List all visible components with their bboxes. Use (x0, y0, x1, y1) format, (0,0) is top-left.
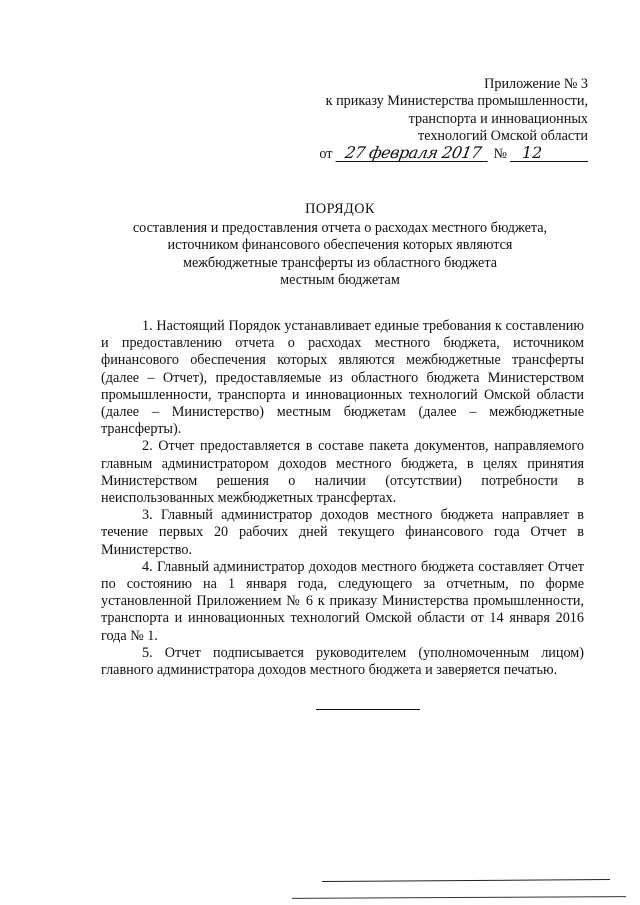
appendix-header (288, 76, 588, 163)
handwritten-date: 27 февраля 2017 (336, 145, 491, 162)
paragraph-5: 5. Отчет подписывается руководителем (уполномоченным лицом) главного администратора доходов местного бюджета и заверяется печатью. (101, 644, 584, 679)
order-date-line (288, 145, 588, 163)
number-label: № (493, 146, 507, 163)
document-subtitle-line-4: местным бюджетам (280, 272, 400, 288)
handwritten-number: 12 (510, 145, 588, 162)
paragraph-2: 2. Отчет предоставляется в составе пакета документов, направляемого главным администратором доходов местного бюджета, в целях принятия Министерством решения о наличии (отсутствии) потребности в неиспользованных межбюджетных трансфертах. (101, 438, 584, 507)
document-subtitle-line-3: межбюджетные трансферты из областного бюджета (182, 254, 498, 271)
document-title: ПОРЯДОК (305, 201, 375, 217)
appendix-region-line: технологий Омской области (418, 127, 588, 144)
document-subtitle-line-2: источником финансового обеспечения которых являются (167, 237, 513, 253)
scan-artifact-line (322, 879, 610, 882)
appendix-order-ref: к приказу Министерства промышленности, (325, 93, 588, 110)
document-subtitle-line-1: составления и предоставления отчета о расходах местного бюджета, (132, 219, 548, 236)
appendix-number: Приложение № 3 (484, 76, 588, 92)
scan-artifact-line-bottom (292, 896, 626, 899)
paragraph-4: 4. Главный администратор доходов местного бюджета составляет Отчет по состоянию на 1 января года, следующего за отчетным, по форме установленной Приложением № 6 к приказу Министерства промышленности, транспорта и инновационных технологий Омской области от 14 января 2016 года № 1. (101, 558, 584, 644)
paragraph-3: 3. Главный администратор доходов местного бюджета направляет в течение первых 20 рабочих дней текущего финансового года Отчет в Министерство. (101, 507, 584, 558)
date-prefix: от (319, 146, 333, 163)
end-of-document-rule (316, 709, 420, 710)
appendix-ministry-line: транспорта и инновационных (408, 110, 588, 127)
document-body (101, 318, 584, 679)
document-title-block (100, 201, 580, 290)
paragraph-1: 1. Настоящий Порядок устанавливает единые требования к составлению и предоставлению отчета о расходах местного бюджета, источником финансового обеспечения которых являются межбюджетные трансферты (далее – Отчет), предоставляемые из областного бюджета Министерством промышленности, транспорта и инновационных технологий Омской области (далее – Министерство) местным бюджетам (далее – межбюджетные трансферты). (101, 318, 584, 438)
